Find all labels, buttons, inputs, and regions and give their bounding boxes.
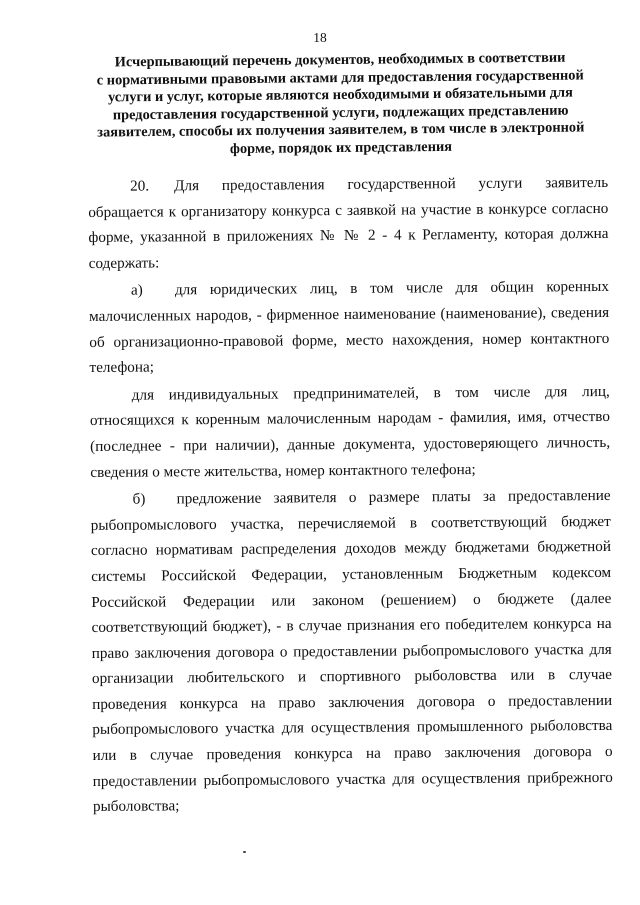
item-a [89, 274, 610, 380]
scan-speck [243, 851, 246, 853]
heading-line: предоставления государственной услуги, подлежащих представлению [112, 102, 569, 123]
individuals-paragraph [90, 379, 611, 485]
paragraph-number: 20. [130, 177, 150, 195]
body-text [88, 170, 613, 820]
heading-line: заявителем, способы их получения заявителем, в том числе в электронной [97, 119, 585, 141]
page-number: 18 [313, 30, 327, 45]
individuals-text: для индивидуальных предпринимателей, в том числе для лиц, относящихся к коренным малочисленным народам - фамилия, имя, отчество (последнее - при наличии), данные документа, удостоверяющего личность, сведения о месте жительства, номер контактного телефона; [89, 382, 611, 481]
paragraph-20-text: Для предоставления государственной услуги заявитель обращается к организатору конкурса с заявкой на участие в конкурсе согласно форме, указанной в приложениях № № 2 - 4 к Регламенту, которая должна содержать: [88, 173, 609, 272]
heading-line: форме, порядок их представления [229, 138, 453, 157]
heading-line: Исчерпывающий перечень документов, необходимых в соответствии [114, 49, 566, 71]
paragraph-20 [88, 170, 609, 276]
heading-line: с нормативными правовыми актами для предоставления государственной [96, 66, 584, 89]
item-a-marker: а) [130, 281, 143, 300]
item-b-marker: б) [132, 490, 146, 508]
item-a-text: для юридических лиц, в том числе для общин коренных малочисленных народов, - фирменное наименование (наименование), сведения об организационно-правовой форме, место нахождения, номер контактного телефона; [89, 278, 610, 377]
item-b-text: предложение заявителя о размере платы за предоставление рыбопромыслового участка, перечисляемой в соответствующий бюджет согласно нормативам распределения доходов между бюджетами бюджетной системы Российской Федерации, установленным Бюджетным кодексом Российской Федерации или законом (решением) о бюджете (далее соответствующий бюджет), - в случае признания его победителем конкурса на право заключения договора о предоставлении рыбопромыслового участка для организации любительского и спортивного рыболовства или в случае проведения конкурса на право заключения договора о предоставлении рыбопромыслового участка для осуществления промышленного рыболовства или в случае проведения конкурса на право заключения договора о предоставлении рыбопромыслового участка для осуществления прибрежного рыболовства; [90, 487, 613, 816]
item-b [90, 483, 613, 820]
section-heading [80, 49, 601, 159]
heading-line: услуги и услуг, которые являются необходимыми и обязательными для [108, 84, 573, 106]
